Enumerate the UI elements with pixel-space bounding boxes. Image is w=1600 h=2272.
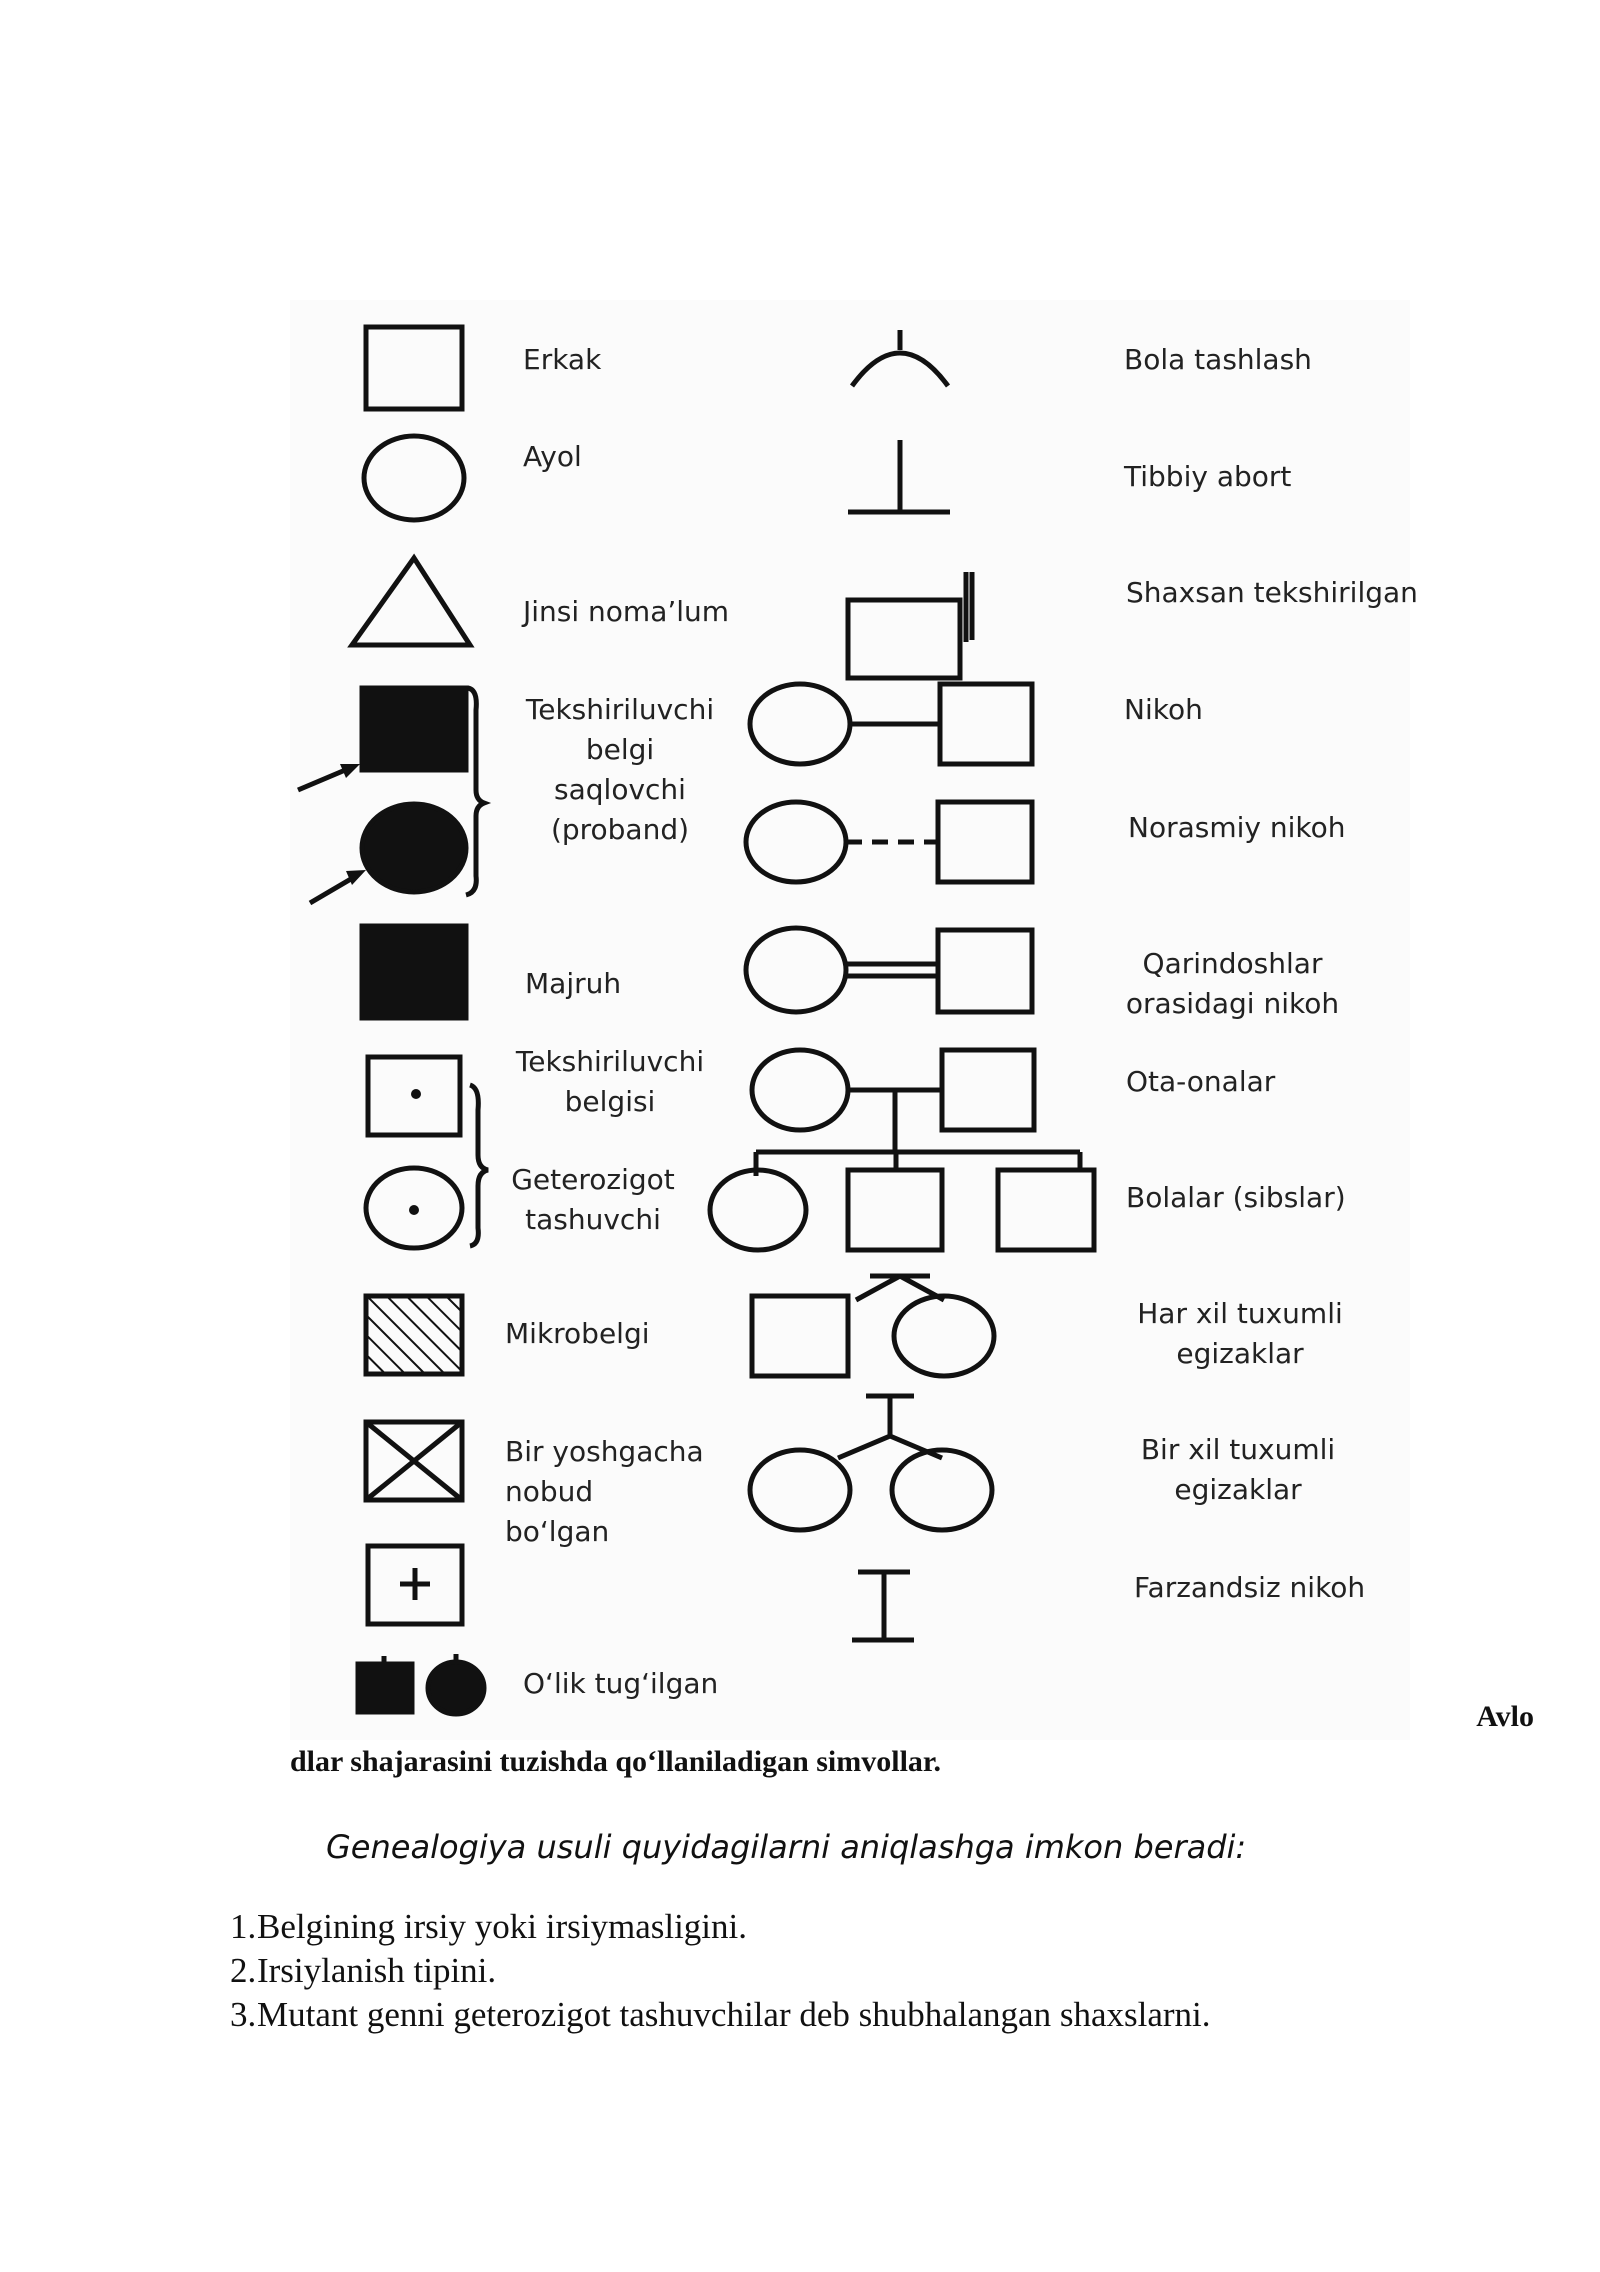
label-heterozygous-carrier: Geterozigot tashuvchi — [511, 1163, 675, 1236]
dizygotic-twin-female — [894, 1296, 994, 1376]
list-item — [230, 1949, 1211, 1993]
sibling-female — [710, 1170, 806, 1250]
list-number: 1. — [230, 1907, 257, 1946]
carrier-brace — [470, 1085, 488, 1246]
numbered-list — [230, 1905, 1211, 2037]
label-personally-examined: Shaxsan tekshirilgan — [1126, 576, 1418, 609]
label-stillborn: O‘lik tug‘ilgan — [523, 1667, 719, 1700]
affected-symbol — [362, 926, 466, 1018]
monozygotic-twin-2 — [892, 1450, 992, 1530]
label-consanguineous-marriage: Qarindoshlar orasidagi nikoh — [1125, 947, 1340, 1020]
consanguineous-male — [938, 930, 1032, 1012]
label-childless-marriage: Farzandsiz nikoh — [1134, 1571, 1366, 1604]
sibling-male-2 — [998, 1170, 1094, 1250]
label-male: Erkak — [523, 343, 602, 376]
proband-arrow-male — [298, 768, 350, 790]
label-proband: Tekshiriluvchi belgi saqlovchi (proband) — [525, 693, 715, 846]
proband-arrow-female — [310, 876, 356, 903]
parents-male — [942, 1050, 1034, 1130]
figure-caption: dlar shajarasini tuzishda qo‘llaniladigan simvollar. — [290, 1745, 941, 1778]
label-siblings: Bolalar (sibslar) — [1126, 1181, 1346, 1214]
label-affected: Majruh — [525, 967, 622, 1000]
consanguineous-female — [746, 928, 846, 1012]
stillborn-male-symbol — [358, 1664, 412, 1712]
label-monozygotic-twins: Bir xil tuxumli egizaklar — [1140, 1433, 1336, 1506]
label-medical-abortion: Tibbiy abort — [1124, 460, 1292, 493]
list-item — [230, 1905, 1211, 1949]
microtrait-symbol — [366, 1296, 462, 1374]
informal-marriage-female — [746, 802, 846, 882]
label-examined-trait: Tekshiriluvchi belgisi — [515, 1045, 705, 1118]
label-marriage: Nikoh — [1124, 693, 1203, 726]
miscarriage-symbol — [852, 353, 948, 386]
list-text: Mutant genni geterozigot tashuvchilar deb shubhalangan shaxslarni. — [257, 1995, 1211, 2034]
informal-marriage-male — [938, 802, 1032, 882]
label-miscarriage: Bola tashlash — [1124, 343, 1312, 376]
dizygotic-twin-male — [752, 1296, 848, 1376]
label-microtrait: Mikrobelgi — [505, 1317, 650, 1350]
sibling-male-1 — [848, 1170, 942, 1250]
list-item — [230, 1993, 1211, 2037]
marriage-male — [940, 684, 1032, 764]
label-parents: Ota-onalar — [1126, 1065, 1276, 1098]
label-informal-marriage: Norasmiy nikoh — [1128, 811, 1346, 844]
intro-sentence: Genealogiya usuli quyidagilarni aniqlashga imkon beradi: — [326, 1828, 1247, 1866]
personally-examined-symbol — [848, 600, 960, 678]
stillborn-female-symbol — [428, 1662, 484, 1714]
list-number: 3. — [230, 1995, 257, 2034]
list-text: Irsiylanish tipini. — [257, 1951, 497, 1990]
label-female: Ayol — [523, 440, 582, 473]
proband-brace — [466, 688, 484, 895]
label-died-under-one-year: Bir yoshgacha nobud bo‘lgan — [505, 1435, 704, 1548]
monozygotic-twin-1 — [750, 1450, 850, 1530]
female-symbol — [364, 436, 464, 520]
parents-female — [752, 1050, 848, 1130]
list-number: 2. — [230, 1951, 257, 1990]
figure-caption-start: Avlo — [1476, 1700, 1534, 1733]
male-symbol — [366, 327, 462, 409]
proband-female-symbol — [362, 804, 466, 892]
unknown-sex-symbol — [352, 558, 470, 645]
label-unknown-sex: Jinsi noma’lum — [523, 595, 730, 628]
proband-male-symbol — [362, 688, 466, 770]
label-dizygotic-twins: Har xil tuxumli egizaklar — [1137, 1297, 1343, 1370]
marriage-female — [750, 684, 850, 764]
list-text: Belgining irsiy yoki irsiymasligini. — [257, 1907, 747, 1946]
